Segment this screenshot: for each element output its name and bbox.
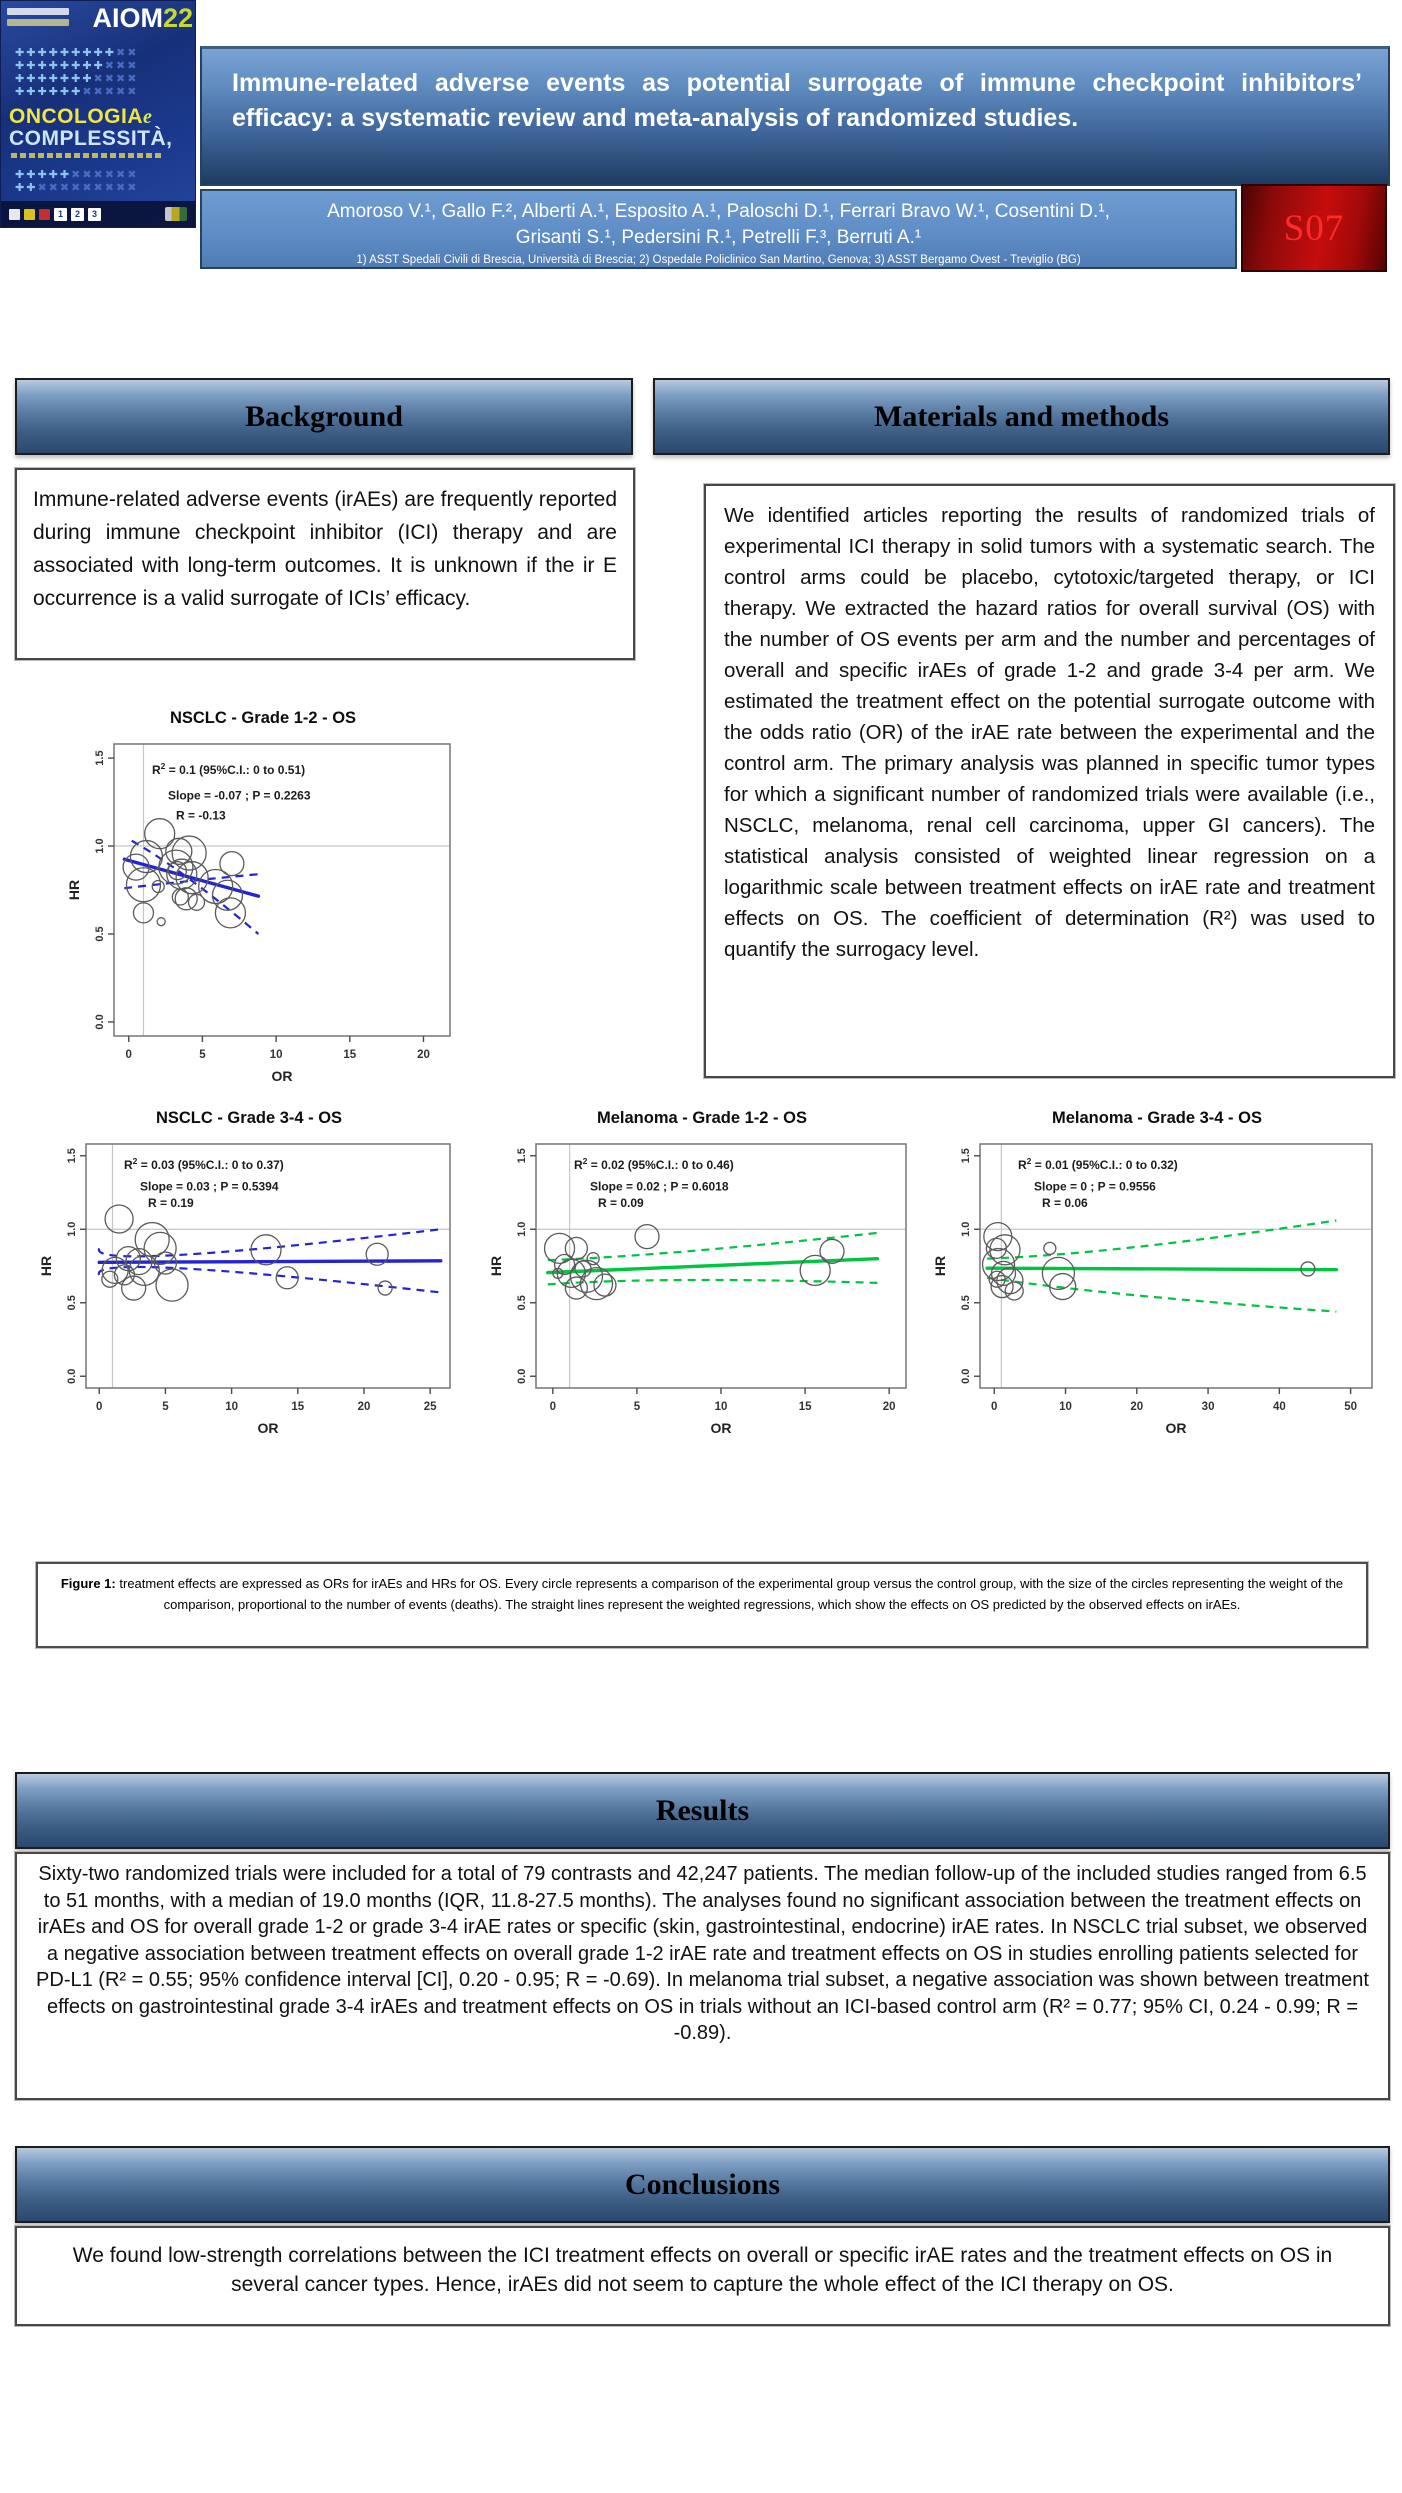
conclusions-text-box	[15, 2226, 1390, 2326]
svg-text:R2 = 0.01 (95%C.I.: 0 to 0.32: $R^2 = 0.01$ (95%C.I.: 0 to 0.32)	[1018, 1155, 1178, 1172]
session-code: S07	[1283, 207, 1345, 249]
svg-text:10: 10	[714, 1401, 728, 1413]
conclusions-text: We found low-strength correlations between the ICI treatment effects on overall or specific irAE rates and the treatment effects on OS in several cancer types. Hence, irAEs did not seem to capture the whole effect of the ICI therapy on OS.	[72, 2244, 1333, 2296]
svg-text:0.5: 0.5	[94, 926, 106, 942]
svg-text:1.5: 1.5	[94, 750, 106, 766]
methods-text-box	[704, 484, 1395, 1078]
logo-subtitle-bar	[11, 153, 161, 158]
section-bar-methods	[653, 378, 1390, 455]
svg-text:0: 0	[125, 1049, 132, 1061]
svg-text:0.5: 0.5	[960, 1295, 972, 1311]
svg-text:HR: HR	[38, 1255, 54, 1277]
authors-line-1: Amoroso V.¹, Gallo F.², Alberti A.¹, Esposito A.¹, Paloschi D.¹, Ferrari Bravo W.¹, Cosentini D.¹,	[327, 201, 1110, 222]
logo-caption-bar	[7, 8, 69, 15]
svg-text:0: 0	[96, 1401, 103, 1413]
chart-title: Melanoma - Grade 3-4 - OS	[1052, 1109, 1262, 1127]
scatter-plot	[928, 1132, 1386, 1440]
session-code-badge	[1241, 184, 1387, 272]
methods-text: We identified articles reporting the results of randomized trials of experimental ICI therapy in solid tumors with a systematic search. The control arms could be placebo, cytotoxic/targeted therapy, or ICI therapy. We extracted the hazard ratios for overall survival (OS) with the number of OS events per arm and the number and percentages of overall and specific irAEs of grade 1-2 and grade 3-4 per arm. We estimated the treatment effect on the potential surrogate outcome with the odds ratio (OR) of the irAE rate between the experimental and the control arm. The primary analysis was planned in specific tumor types for which a significant number of randomized trials were available (i.e., NSCLC, melanoma, renal cell carcinoma, upper GI cancers). The statistical analysis consisted of weighted linear regression on a logarithmic scale between treatment effects on irAE rate and treatment effects on OS. The coefficient of determination (R²) was used to quantify the surrogacy level.	[724, 504, 1375, 961]
svg-text:10: 10	[269, 1049, 283, 1061]
scatter-plot	[484, 1132, 920, 1440]
svg-text:HR: HR	[932, 1255, 948, 1277]
logo-theme-line1: ONCOLOGIAe	[9, 105, 153, 128]
section-bar-results	[15, 1772, 1390, 1849]
svg-text:OR: OR	[1165, 1420, 1187, 1436]
svg-text:Slope = 0.02 ; P = 0.6018: Slope = 0.02 ; P = 0.6018	[590, 1179, 729, 1194]
date-digit: 2	[71, 208, 84, 221]
section-bar-background	[15, 378, 633, 455]
svg-text:Slope = 0.03 ; P = 0.5394: Slope = 0.03 ; P = 0.5394	[140, 1179, 279, 1194]
chart-title: NSCLC - Grade 3-4 - OS	[155, 1109, 343, 1127]
conference-logo	[0, 0, 196, 228]
svg-text:40: 40	[1272, 1401, 1286, 1413]
affiliations: 1) ASST Spedali Civili di Brescia, Università di Brescia; 2) Ospedale Policlinico San Martino, Genova; 3) ASST Bergamo Ovest - Treviglio (BG)	[356, 254, 1081, 266]
svg-text:R = -0.13: R = -0.13	[176, 808, 226, 823]
svg-text:1.5: 1.5	[960, 1148, 972, 1164]
logo-plus-pattern: ✚✚✚✚✚✖✖✖✖✖✖ ✚✚✖✖✖✖✖✖✖✖✖	[15, 169, 139, 194]
svg-text:1.5: 1.5	[66, 1148, 78, 1164]
chart-melanoma-grade34-os	[928, 1106, 1386, 1440]
svg-text:Slope = -0.07 ; P = 0.2263: Slope = -0.07 ; P = 0.2263	[168, 788, 311, 803]
svg-text:1.0: 1.0	[960, 1221, 972, 1237]
svg-text:0.0: 0.0	[960, 1368, 972, 1384]
svg-text:1.0: 1.0	[66, 1221, 78, 1237]
scatter-plot	[62, 732, 464, 1088]
section-title-conclusions: Conclusions	[624, 2167, 781, 2201]
chart-title: Melanoma - Grade 1-2 - OS	[597, 1109, 807, 1127]
svg-text:1.0: 1.0	[94, 838, 106, 854]
svg-text:HR: HR	[66, 879, 82, 901]
section-title-background: Background	[245, 399, 403, 433]
aiom-ribbon-logo	[165, 207, 187, 221]
svg-text:0.5: 0.5	[66, 1295, 78, 1311]
svg-text:0.0: 0.0	[94, 1014, 106, 1030]
svg-text:10: 10	[225, 1401, 238, 1413]
svg-text:0.0: 0.0	[516, 1368, 528, 1384]
section-title-results: Results	[655, 1793, 750, 1827]
figure-caption	[58, 1573, 1346, 1615]
figure-caption-box	[36, 1562, 1368, 1648]
svg-text:OR: OR	[271, 1068, 293, 1084]
svg-text:20: 20	[882, 1401, 896, 1413]
svg-text:20: 20	[1130, 1401, 1144, 1413]
chart-nsclc-grade34-os	[34, 1106, 464, 1440]
svg-text:30: 30	[1201, 1401, 1215, 1413]
svg-text:15: 15	[291, 1401, 305, 1413]
svg-text:OR: OR	[710, 1420, 732, 1436]
results-text: Sixty-two randomized trials were included for a total of 79 contrasts and 42,247 patients. The median follow-up of the included studies ranged from 6.5 to 51 months, with a median of 19.0 months (IQR, 11.8-27.5 months). The analyses found no significant association between the treatment effects on irAEs and OS for overall grade 1-2 or grade 3-4 irAE rates or specific (skin, gastrointestinal, endocrine) irAE rates. In NSCLC trial subset, we observed a negative association between treatment effects on overall grade 1-2 irAE rate and treatment effects on OS in studies enrolling patients selected for PD-L1 (R² = 0.55; 95% confidence interval [CI], 0.20 - 0.95; R = -0.69). In melanoma trial subset, a negative association was shown between treatment effects on gastrointestinal grade 3-4 irAEs and treatment effects on OS in trials without an ICI-based control arm (R² = 0.77; 95% CI, 0.24 - 0.99; R = -0.89).	[36, 1863, 1369, 2044]
svg-text:0: 0	[991, 1401, 998, 1413]
background-text-box	[15, 468, 635, 660]
footer-logo-block	[39, 209, 50, 220]
date-digit: 3	[88, 208, 101, 221]
svg-text:5: 5	[633, 1401, 641, 1413]
date-digit: 1	[54, 208, 67, 221]
logo-caption-bar	[7, 19, 69, 26]
svg-text:Slope = 0 ; P = 0.9556: Slope = 0 ; P = 0.9556	[1034, 1179, 1156, 1194]
section-bar-conclusions	[15, 2146, 1390, 2223]
svg-text:R2 = 0.1 (95%C.I.: 0 to 0.51: $R^2 = 0.1$ (95%C.I.: 0 to 0.51)	[152, 760, 306, 777]
svg-text:10: 10	[1059, 1401, 1072, 1413]
svg-text:R2 = 0.02 (95%C.I.: 0 to 0.46: $R^2 = 0.02$ (95%C.I.: 0 to 0.46)	[574, 1155, 734, 1172]
section-title-methods: Materials and methods	[874, 399, 1169, 433]
svg-text:20: 20	[357, 1401, 371, 1413]
svg-text:5: 5	[162, 1401, 169, 1413]
svg-text:5: 5	[199, 1049, 206, 1061]
svg-text:0.5: 0.5	[516, 1295, 528, 1311]
logo-plus-pattern: ✚✚✚✚✚✚✚✚✚✖✖ ✚✚✚✚✚✚✚✚✖✖✖ ✚✚✚✚✚✚✚✖✖✖✖ ✚✚✚✚✚✚✖✖✖✖✖	[15, 47, 139, 98]
svg-text:25: 25	[423, 1401, 437, 1413]
caption-label: Figure 1:	[60, 1576, 116, 1591]
background-text: Immune-related adverse events (irAEs) are frequently reported during immune checkpoint inhibitor (ICI) therapy and are associated with long-term outcomes. It is unknown if the ir E occurrence is a valid surrogate of ICIs’ efficacy.	[33, 488, 617, 610]
svg-text:OR: OR	[257, 1420, 279, 1436]
svg-text:50: 50	[1344, 1401, 1358, 1413]
svg-text:R = 0.06: R = 0.06	[1042, 1196, 1088, 1211]
footer-logo-block	[24, 209, 35, 220]
svg-text:0: 0	[549, 1401, 557, 1413]
footer-logo-block	[9, 209, 20, 220]
chart-melanoma-grade12-os	[484, 1106, 920, 1440]
svg-text:R = 0.19: R = 0.19	[148, 1196, 194, 1211]
chart-title: NSCLC - Grade 1-2 - OS	[169, 709, 357, 727]
svg-text:R2 = 0.03 (95%C.I.: 0 to 0.3: $R^2 = 0.03$ (95%C.I.: 0 to 0.37)	[124, 1155, 284, 1172]
logo-footer-strip	[1, 201, 195, 227]
svg-text:20: 20	[417, 1049, 430, 1061]
svg-text:HR: HR	[488, 1255, 504, 1277]
poster-title: Immune-related adverse events as potential surrogate of immune checkpoint inhibitors’ efficacy: a systematic review and meta-analysis of randomized studies.	[232, 69, 1362, 132]
svg-text:15: 15	[798, 1401, 812, 1413]
chart-nsclc-grade12-os	[62, 706, 464, 1088]
results-text-box	[15, 1852, 1390, 2100]
svg-text:1.5: 1.5	[516, 1148, 528, 1164]
svg-text:15: 15	[343, 1049, 357, 1061]
svg-text:0.0: 0.0	[66, 1368, 78, 1384]
title-bar	[200, 46, 1390, 186]
authors-bar	[200, 189, 1237, 269]
aiom-brand: AIOM22	[92, 3, 193, 33]
authors-line-2: Grisanti S.¹, Pedersini R.¹, Petrelli F.³, Berruti A.¹	[515, 227, 922, 248]
logo-theme-line2: COMPLESSITÀ,	[9, 127, 173, 150]
svg-text:R = 0.09: R = 0.09	[598, 1196, 644, 1211]
caption-text: treatment effects are expressed as ORs for irAEs and HRs for OS. Every circle represents a comparison of the experimental group versus the control group, with the size of the circles representing the weight of the comparison, proportional to the number of events (deaths). The straight lines represent the weighted regressions, which show the effects on OS predicted by the observed effects on irAEs.	[119, 1576, 1344, 1612]
svg-text:1.0: 1.0	[516, 1221, 528, 1237]
scatter-plot	[34, 1132, 464, 1440]
